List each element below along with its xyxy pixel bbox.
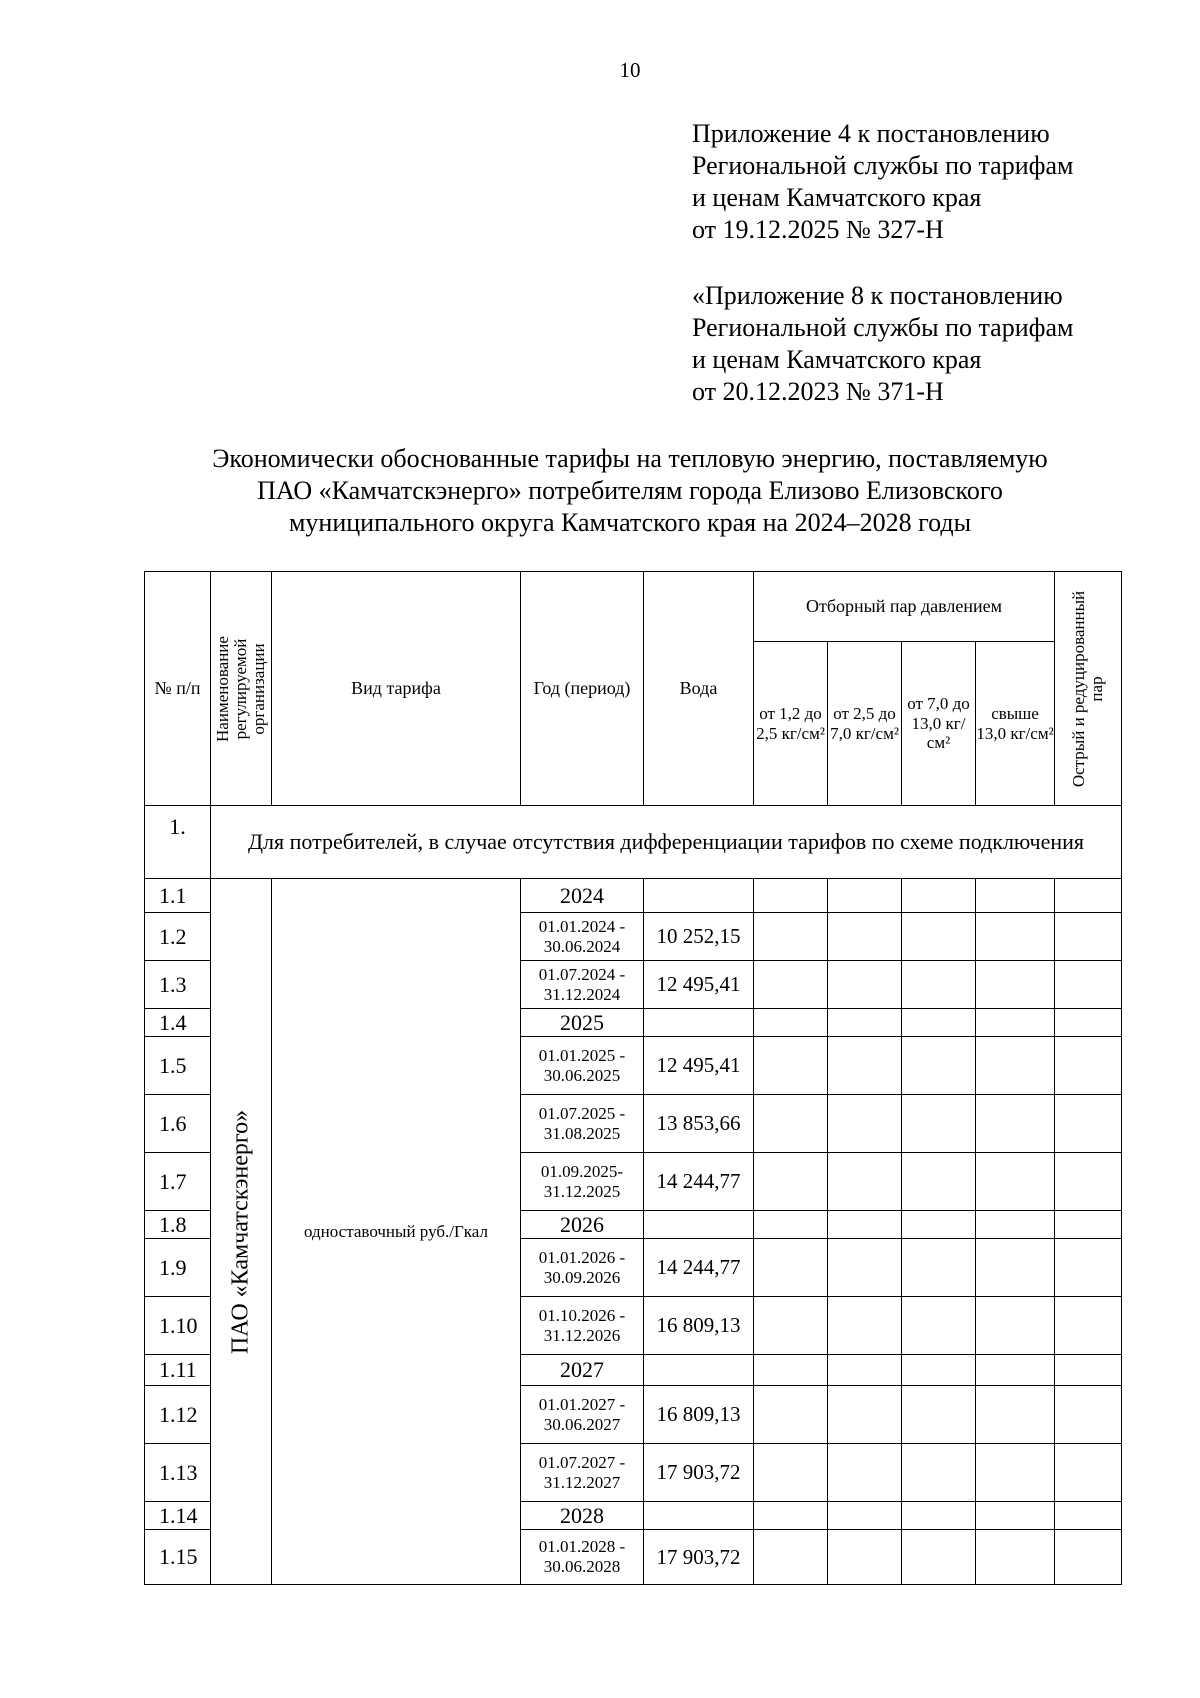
year-label: 2027 xyxy=(521,1355,644,1386)
header-steam-2: от 2,5 до 7,0 кг/см² xyxy=(828,642,902,806)
empty-steam-cell xyxy=(1055,913,1122,961)
empty-steam-cell xyxy=(976,1009,1055,1037)
period-range: 01.01.2026 - 30.09.2026 xyxy=(521,1239,644,1297)
water-tariff xyxy=(644,1211,754,1239)
empty-steam-cell xyxy=(976,1211,1055,1239)
water-tariff xyxy=(644,1009,754,1037)
empty-steam-cell xyxy=(976,1502,1055,1530)
empty-steam-cell xyxy=(828,1239,902,1297)
empty-steam-cell xyxy=(828,961,902,1009)
row-num: 1.11 xyxy=(145,1355,211,1386)
empty-steam-cell xyxy=(976,1355,1055,1386)
period-range: 01.07.2025 - 31.08.2025 xyxy=(521,1095,644,1153)
empty-steam-cell xyxy=(828,1095,902,1153)
empty-steam-cell xyxy=(976,1386,1055,1444)
empty-steam-cell xyxy=(902,1239,976,1297)
period-range: 01.10.2026 - 31.12.2026 xyxy=(521,1297,644,1355)
tariff-table xyxy=(144,571,1122,1585)
empty-steam-cell xyxy=(976,1153,1055,1211)
water-tariff: 12 495,41 xyxy=(644,1037,754,1095)
row-num: 1.12 xyxy=(145,1386,211,1444)
row-num: 1.7 xyxy=(145,1153,211,1211)
header-sharp-steam-text: Острый и редуцированный пар xyxy=(1069,590,1107,787)
empty-steam-cell xyxy=(902,879,976,913)
year-label: 2028 xyxy=(521,1502,644,1530)
empty-steam-cell xyxy=(976,1530,1055,1585)
header-steam-1: от 1,2 до 2,5 кг/см² xyxy=(754,642,828,806)
empty-steam-cell xyxy=(1055,1037,1122,1095)
empty-steam-cell xyxy=(976,1297,1055,1355)
empty-steam-cell xyxy=(754,913,828,961)
header-water: Вода xyxy=(644,572,754,806)
row-num: 1.3 xyxy=(145,961,211,1009)
row-num: 1.4 xyxy=(145,1009,211,1037)
empty-steam-cell xyxy=(1055,879,1122,913)
period-range: 01.07.2027 - 31.12.2027 xyxy=(521,1444,644,1502)
annex-line: от 19.12.2025 № 327-Н xyxy=(692,215,944,244)
empty-steam-cell xyxy=(902,1037,976,1095)
empty-steam-cell xyxy=(902,1095,976,1153)
header-steam-3: от 7,0 до 13,0 кг/см² xyxy=(902,642,976,806)
header-org-text: Наименование регулируемой организации xyxy=(213,635,268,742)
empty-steam-cell xyxy=(976,1095,1055,1153)
empty-steam-cell xyxy=(754,1037,828,1095)
empty-steam-cell xyxy=(754,1530,828,1585)
empty-steam-cell xyxy=(902,1502,976,1530)
organization-name: ПАО «Камчатскэнерго» xyxy=(227,1109,254,1354)
empty-steam-cell xyxy=(976,961,1055,1009)
period-range: 01.09.2025- 31.12.2025 xyxy=(521,1153,644,1211)
empty-steam-cell xyxy=(1055,1153,1122,1211)
water-tariff xyxy=(644,1355,754,1386)
annex-line: Региональной службы по тарифам xyxy=(692,151,1074,180)
empty-steam-cell xyxy=(902,1355,976,1386)
annex-current-reference xyxy=(692,118,1172,246)
empty-steam-cell xyxy=(828,1211,902,1239)
empty-steam-cell xyxy=(902,1009,976,1037)
water-tariff: 13 853,66 xyxy=(644,1095,754,1153)
period-range: 01.01.2027 - 30.06.2027 xyxy=(521,1386,644,1444)
empty-steam-cell xyxy=(976,879,1055,913)
period-range: 01.07.2024 - 31.12.2024 xyxy=(521,961,644,1009)
empty-steam-cell xyxy=(754,1239,828,1297)
empty-steam-cell xyxy=(754,1297,828,1355)
empty-steam-cell xyxy=(902,1211,976,1239)
empty-steam-cell xyxy=(976,1239,1055,1297)
empty-steam-cell xyxy=(902,1297,976,1355)
header-tariff-type: Вид тарифа xyxy=(272,572,521,806)
header-org xyxy=(211,572,272,806)
empty-steam-cell xyxy=(754,1386,828,1444)
empty-steam-cell xyxy=(828,913,902,961)
row-num: 1.10 xyxy=(145,1297,211,1355)
section-title: Для потребителей, в случае отсутствия дифференциации тарифов по схеме подключения xyxy=(211,806,1122,879)
empty-steam-cell xyxy=(754,1502,828,1530)
empty-steam-cell xyxy=(828,1355,902,1386)
empty-steam-cell xyxy=(976,1037,1055,1095)
water-tariff xyxy=(644,879,754,913)
empty-steam-cell xyxy=(754,1355,828,1386)
year-label: 2025 xyxy=(521,1009,644,1037)
water-tariff: 17 903,72 xyxy=(644,1444,754,1502)
section-num: 1. xyxy=(145,806,211,879)
empty-steam-cell xyxy=(754,1009,828,1037)
water-tariff: 14 244,77 xyxy=(644,1239,754,1297)
empty-steam-cell xyxy=(1055,1355,1122,1386)
header-year: Год (период) xyxy=(521,572,644,806)
empty-steam-cell xyxy=(902,1153,976,1211)
empty-steam-cell xyxy=(976,913,1055,961)
empty-steam-cell xyxy=(902,961,976,1009)
empty-steam-cell xyxy=(828,1153,902,1211)
water-tariff: 16 809,13 xyxy=(644,1386,754,1444)
row-num: 1.1 xyxy=(145,879,211,913)
annex-line: и ценам Камчатского края xyxy=(692,183,982,212)
empty-steam-cell xyxy=(828,1530,902,1585)
tariff-type-cell: одноставочный руб./Гкал xyxy=(272,879,521,1585)
annex-line: и ценам Камчатского края xyxy=(692,345,982,374)
empty-steam-cell xyxy=(902,1530,976,1585)
row-num: 1.8 xyxy=(145,1211,211,1239)
annex-line: «Приложение 8 к постановлению xyxy=(692,281,1063,310)
annex-line: Приложение 4 к постановлению xyxy=(692,119,1050,148)
empty-steam-cell xyxy=(976,1444,1055,1502)
row-num: 1.2 xyxy=(145,913,211,961)
water-tariff: 16 809,13 xyxy=(644,1297,754,1355)
empty-steam-cell xyxy=(1055,1095,1122,1153)
annex-original-reference xyxy=(692,280,1172,408)
empty-steam-cell xyxy=(754,961,828,1009)
year-label: 2026 xyxy=(521,1211,644,1239)
water-tariff: 17 903,72 xyxy=(644,1530,754,1585)
annex-line: Региональной службы по тарифам xyxy=(692,313,1074,342)
water-tariff: 10 252,15 xyxy=(644,913,754,961)
empty-steam-cell xyxy=(828,1297,902,1355)
empty-steam-cell xyxy=(902,1444,976,1502)
row-num: 1.15 xyxy=(145,1530,211,1585)
row-num: 1.6 xyxy=(145,1095,211,1153)
row-num: 1.5 xyxy=(145,1037,211,1095)
table-row xyxy=(145,879,1122,913)
title-line: Экономически обоснованные тарифы на тепловую энергию, поставляемую xyxy=(212,444,1048,473)
empty-steam-cell xyxy=(754,879,828,913)
row-num: 1.14 xyxy=(145,1502,211,1530)
empty-steam-cell xyxy=(828,1009,902,1037)
header-steam-4: свыше 13,0 кг/см² xyxy=(976,642,1055,806)
period-range: 01.01.2025 - 30.06.2025 xyxy=(521,1037,644,1095)
empty-steam-cell xyxy=(754,1095,828,1153)
empty-steam-cell xyxy=(902,1386,976,1444)
empty-steam-cell xyxy=(1055,1444,1122,1502)
empty-steam-cell xyxy=(754,1153,828,1211)
period-range: 01.01.2028 - 30.06.2028 xyxy=(521,1530,644,1585)
document-title xyxy=(140,443,1120,539)
empty-steam-cell xyxy=(1055,961,1122,1009)
empty-steam-cell xyxy=(754,1444,828,1502)
empty-steam-cell xyxy=(1055,1239,1122,1297)
empty-steam-cell xyxy=(828,1444,902,1502)
organization-cell xyxy=(211,879,272,1585)
empty-steam-cell xyxy=(1055,1530,1122,1585)
empty-steam-cell xyxy=(828,1502,902,1530)
empty-steam-cell xyxy=(828,1386,902,1444)
water-tariff: 14 244,77 xyxy=(644,1153,754,1211)
water-tariff: 12 495,41 xyxy=(644,961,754,1009)
period-range: 01.01.2024 - 30.06.2024 xyxy=(521,913,644,961)
empty-steam-cell xyxy=(1055,1502,1122,1530)
water-tariff xyxy=(644,1502,754,1530)
year-label: 2024 xyxy=(521,879,644,913)
title-line: муниципального округа Камчатского края на 2024–2028 годы xyxy=(288,508,972,537)
header-num: № п/п xyxy=(145,572,211,806)
empty-steam-cell xyxy=(828,879,902,913)
empty-steam-cell xyxy=(1055,1211,1122,1239)
empty-steam-cell xyxy=(828,1037,902,1095)
empty-steam-cell xyxy=(754,1211,828,1239)
row-num: 1.9 xyxy=(145,1239,211,1297)
title-line: ПАО «Камчатскэнерго» потребителям города Елизово Елизовского xyxy=(257,476,1003,505)
header-sharp-steam xyxy=(1055,572,1122,806)
empty-steam-cell xyxy=(902,913,976,961)
empty-steam-cell xyxy=(1055,1297,1122,1355)
annex-line: от 20.12.2023 № 371-Н xyxy=(692,377,944,406)
row-num: 1.13 xyxy=(145,1444,211,1502)
header-steam: Отборный пар давлением xyxy=(754,572,1055,642)
page-number: 10 xyxy=(619,58,641,82)
empty-steam-cell xyxy=(1055,1386,1122,1444)
empty-steam-cell xyxy=(1055,1009,1122,1037)
